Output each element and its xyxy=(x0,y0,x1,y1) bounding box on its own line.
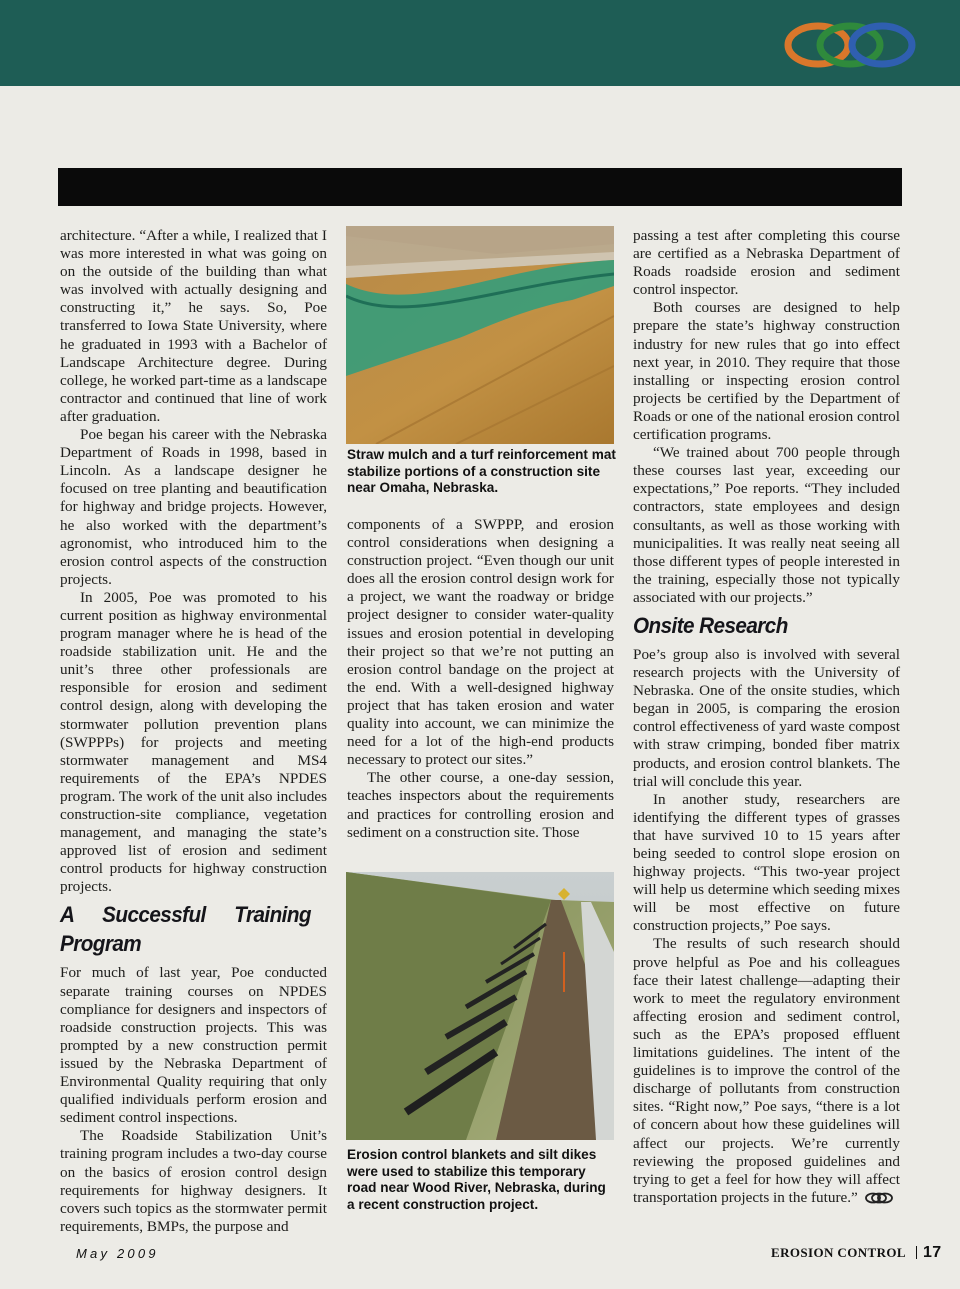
paragraph: The other course, a one-day session, teaches inspectors about the requirements and practices for controlling erosion and sediment on a construction site. Those xyxy=(347,769,614,841)
column-3 xyxy=(633,227,900,1207)
paragraph: For much of last year, Poe conducted separate training courses on NPDES compliance for designers and inspectors of roadside construction projects. This was prompted by a new construction permit issued by the Nebraska Department of Environmental Quality requiring that only qualified individuals perform erosion and sediment control inspections. xyxy=(60,964,327,1127)
paragraph: components of a SWPPP, and erosion control considerations when designing a construction project. “Even though our unit does all the erosion control design work for a project, we want the roadway or bridge project designer to consider water-quality issues and erosion potential in developing their project so that we’re not putting an erosion control bandage on the project at the end. With a well-designed highway project that has taken erosion and water quality into account, we can minimize the need for a lot of the high-end products necessary to protect our sites.” xyxy=(347,516,614,769)
footer-date: May 2009 xyxy=(76,1246,159,1261)
column-2 xyxy=(347,516,614,842)
paragraph: In 2005, Poe was promoted to his current position as highway environmental program manager where he is head of the roadside stabilization unit. He and the unit’s three other professionals are responsible for erosion and sediment control design, along with developing the stormwater pollution prevention plans (SWPPPs) for projects and meeting stormwater management and MS4 requirements of the EPA’s NPDES program. The work of the unit also includes construction-site compliance, vegetation management, and managing the state’s approved list of erosion and sediment control products for highway construction projects. xyxy=(60,588,327,896)
photo-erosion-blankets-road xyxy=(346,872,614,1140)
paragraph: Both courses are designed to help prepare the state’s highway construction industry for new rules that go into effect next year, in 2010. They require that those installing or inspecting erosion control projects be certified by the Department of Roads or one of the national erosion control certification programs. xyxy=(633,299,900,444)
photo-straw-mulch-slope xyxy=(346,226,614,444)
section-heading: Onsite Research xyxy=(633,612,788,638)
column-1 xyxy=(60,227,327,1236)
paragraph-text: The results of such research should prove helpful as Poe and his colleagues face their latest challenge—adapting their work to meet the regulatory environment affecting erosion and sediment control, such as the EPA’s proposed effluent limitations guidelines. The intent of the guidelines is to improve the control of the discharge of pollutants from construction sites. “Right now,” Poe says, “there is a lot of concern about how these guidelines will affect our projects. We’re currently reviewing the proposed guidelines and trying to get a feel for how they will affect transportation projects in the future.” xyxy=(633,935,900,1206)
page-number: 17 xyxy=(922,1244,942,1261)
section-heading: A Successful Training Program xyxy=(60,902,311,957)
end-mark-icon xyxy=(864,1192,894,1204)
paragraph: passing a test after completing this course are certified as a Nebraska Department of Roads roadside erosion and sediment control inspector. xyxy=(633,227,900,299)
title-bar xyxy=(58,168,902,206)
photo-caption: Erosion control blankets and silt dikes were used to stabilize this temporary road near Wood River, Nebraska, during a recent construction project. xyxy=(347,1147,606,1212)
magazine-logo-icon xyxy=(782,22,918,68)
paragraph-last xyxy=(633,935,900,1206)
paragraph: architecture. “After a while, I realized that I was more interested in what was going on on the outside of the building than what was involved with actually designing and constructing it,” he says. So, Poe transferred to Iowa State University, where he graduated in 1993 with a Bachelor of Landscape Architecture degree. During college, he worked part-time as a landscape contractor and continued that line of work after graduation. xyxy=(60,227,327,425)
paragraph: Poe’s group also is involved with several research projects with the University of Nebraska. One of the onsite studies, which began in 2005, is comparing the erosion control effectiveness of yard waste compost with straw crimping, bonded fiber matrix products, and erosion control blankets. The trial will conclude this year. xyxy=(633,645,900,790)
footer-magazine xyxy=(771,1244,942,1262)
paragraph: Poe began his career with the Nebraska Department of Roads in 1998, based in Lincoln. As a landscape designer he focused on tree planting and beautification for highway and bridge projects. However, he also worked with the department’s agronomist, who introduced him to the erosion control aspects of the construction projects. xyxy=(60,426,327,588)
divider xyxy=(916,1246,917,1259)
photo-caption: Straw mulch and a turf reinforcement mat stabilize portions of a construction site near Omaha, Nebraska. xyxy=(347,447,616,496)
paragraph: In another study, researchers are identifying the different types of grasses that have survived 10 to 15 years after being seeded to control slope erosion on highway projects. “This two-year project will help us determine which seeding mixes will be most effective on future construction projects,” Poe says. xyxy=(633,790,900,935)
magazine-name: EROSION CONTROL xyxy=(771,1245,906,1260)
paragraph: “We trained about 700 people through these courses last year, exceeding our expectations,” Poe reports. “They included contractors, state employees and design consultants, as well as those working with municipalities. It was really neat seeing all those different types of people interested in the training, especially those not typically associated with our projects.” xyxy=(633,444,900,606)
paragraph: The Roadside Stabilization Unit’s training program includes a two-day course on the basics of erosion control design requirements for highway designers. It covers such topics as the stormwater permit requirements, BMPs, the purpose and xyxy=(60,1127,327,1235)
